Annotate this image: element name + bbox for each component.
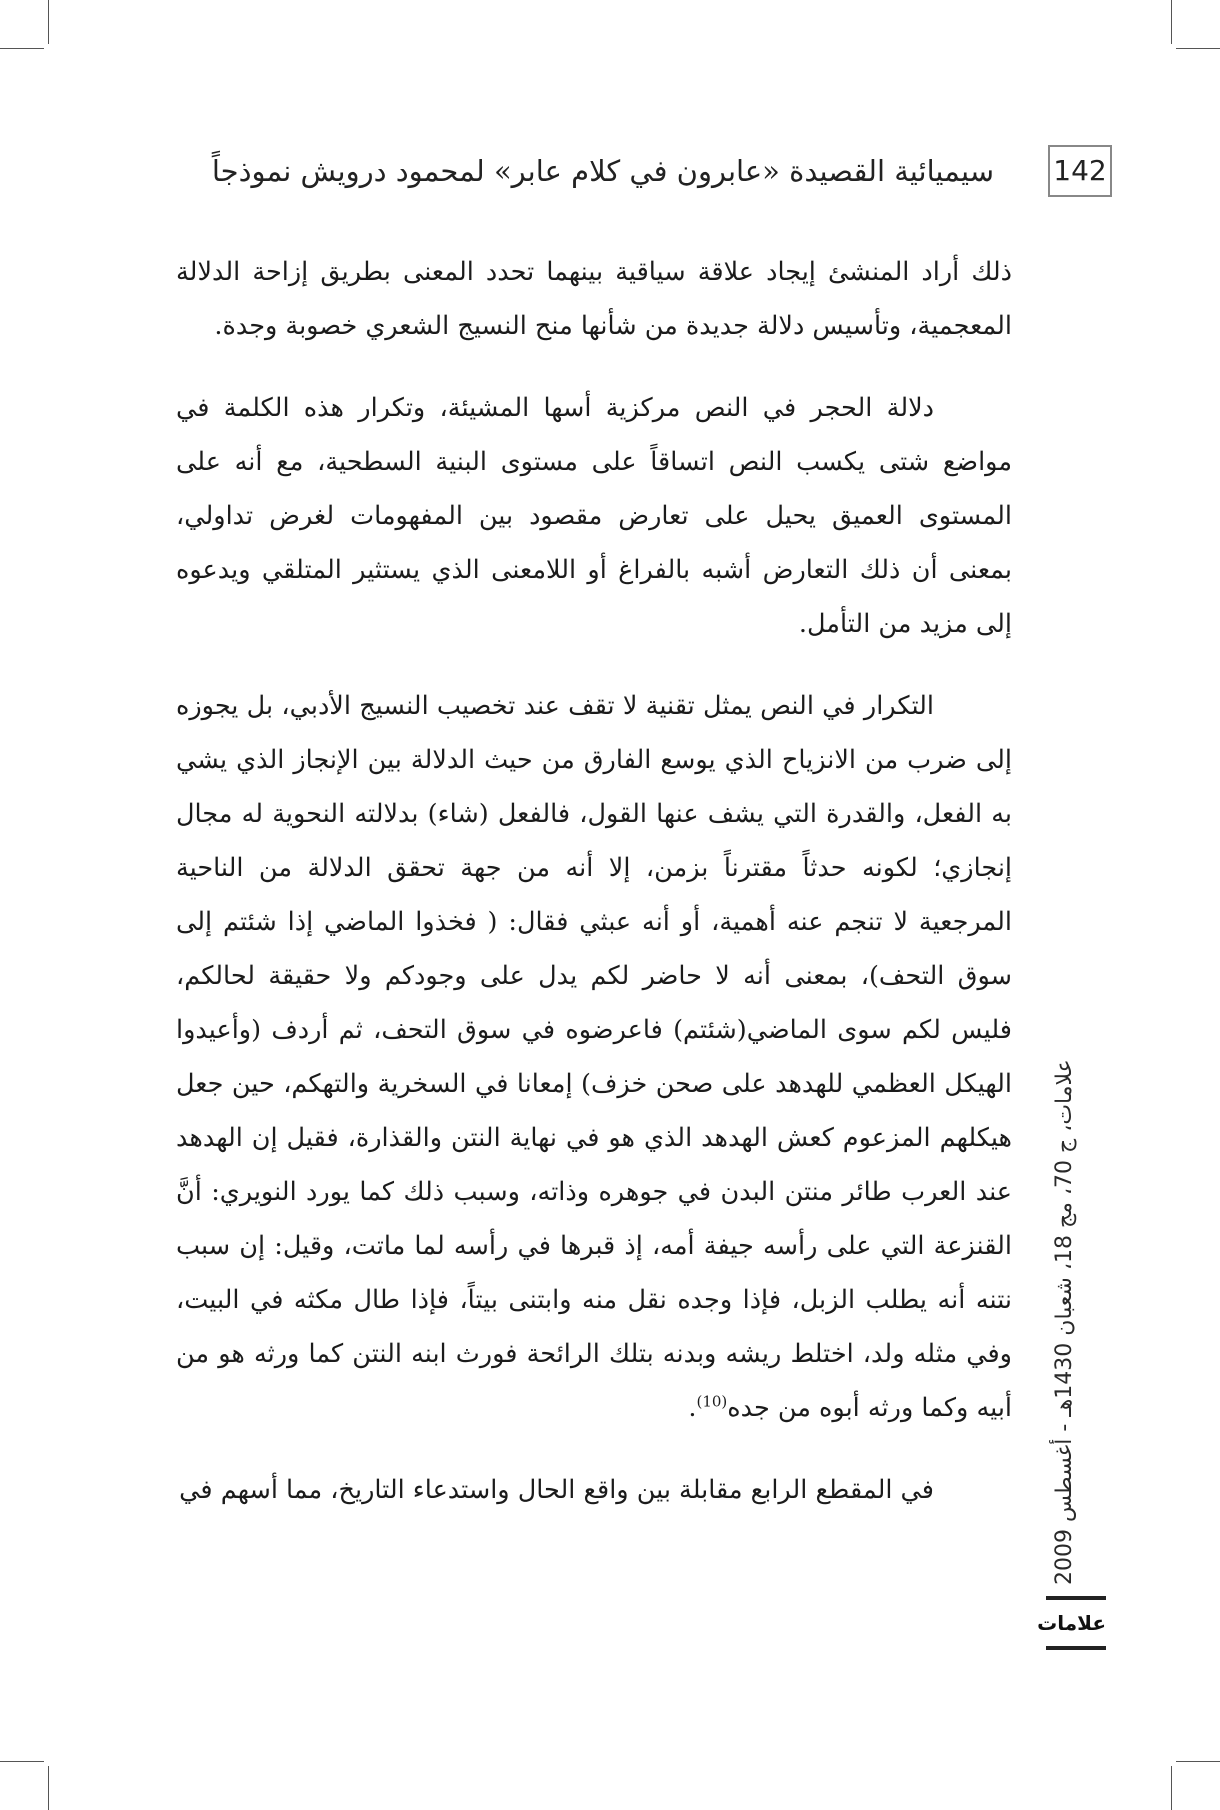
- crop-mark-top-right-h: [1176, 48, 1220, 49]
- crop-mark-top-left-h: [0, 48, 44, 49]
- article-body: [176, 245, 1012, 1545]
- running-header: [186, 145, 1112, 201]
- journal-citation: علامات، ج 70، مج 18، شعبان 1430هـ - أغسطس 2009: [1052, 1059, 1077, 1585]
- paragraph-3-end: .: [688, 1393, 697, 1423]
- crop-mark-bottom-left-v: [48, 1766, 49, 1810]
- paragraph-3-text: التكرار في النص يمثل تقنية لا تقف عند تخصيب النسيج الأدبي، بل يجوزه إلى ضرب من الانزياح الذي يوسع الفارق من حيث الدلالة بين الإنجاز الذي يشي به الفعل، والقدرة التي يشف عنها القول، فالفعل (شاء) بدلالته النحوية له مجال إنجازي؛ لكونه حدثاً مقترناً بزمن، إلا أنه من جهة تحقق الدلالة من الناحية المرجعية لا تنجم عنه أهمية، أو أنه عبثي فقال: ( فخذوا الماضي إذا شئتم إلى سوق التحف)، بمعنى أنه لا حاضر لكم يدل على وجودكم ولا حقيقة لحالكم، فليس لكم سوى الماضي(شئتم) فاعرضوه في سوق التحف، ثم أردف (وأعيدوا الهيكل العظمي للهدهد على صحن خزف) إمعانا في السخرية والتهكم، حين جعل هيكلهم المزعوم كعش الهدهد الذي هو في نهاية النتن والقذارة، فقيل إن الهدهد عند العرب طائر منتن البدن في جوهره وذاته، وسبب ذلك كما يورد النويري: أنَّ القنزعة التي على رأسه جيفة أمه، إذ قبرها في رأسه لما ماتت، وقيل: إن سبب نتنه أنه يطلب الزبل، فإذا وجده نقل منه وابتنى بيتاً، فإذا طال مكثه في البيت، وفي مثله ولد، اختلط ريشه وبدنه بتلك الرائحة فورث ابنه النتن كما ورثه هو من أبيه وكما ورثه أبوه من جده: [176, 691, 1013, 1423]
- journal-logo: علامات: [1046, 1596, 1106, 1650]
- paragraph-1: ذلك أراد المنشئ إيجاد علاقة سياقية بينهما تحدد المعنى بطريق إزاحة الدلالة المعجمية، وتأسيس دلالة جديدة من شأنها منح النسيج الشعري خصوبة وجدة.: [176, 257, 1012, 341]
- crop-mark-bottom-left-h: [0, 1761, 44, 1762]
- footnote-reference[interactable]: (10): [696, 1392, 728, 1411]
- paragraph-2: دلالة الحجر في النص مركزية أسها المشيئة، وتكرار هذه الكلمة في مواضع شتى يكسب النص اتساقاً على مستوى البنية السطحية، مع أنه على المستوى العميق يحيل على تعارض مقصود بين المفهومات لغرض تداولي، بمعنى أن ذلك التعارض أشبه بالفراغ أو اللامعنى الذي يستثير المتلقي ويدعوه إلى مزيد من التأمل.: [176, 393, 1012, 639]
- running-header-title: سيميائية القصيدة «عابرون في كلام عابر» لمحمود درويش نموذجاً: [211, 154, 994, 188]
- crop-mark-top-left-v: [48, 0, 49, 44]
- crop-mark-top-right-v: [1171, 0, 1172, 44]
- paragraph-3: [176, 679, 1012, 1435]
- paragraph-4: في المقطع الرابع مقابلة بين واقع الحال واستدعاء التاريخ، مما أسهم في: [179, 1475, 934, 1505]
- crop-mark-bottom-right-v: [1171, 1766, 1172, 1810]
- crop-mark-bottom-right-h: [1176, 1761, 1220, 1762]
- page-number: 142: [1048, 145, 1112, 197]
